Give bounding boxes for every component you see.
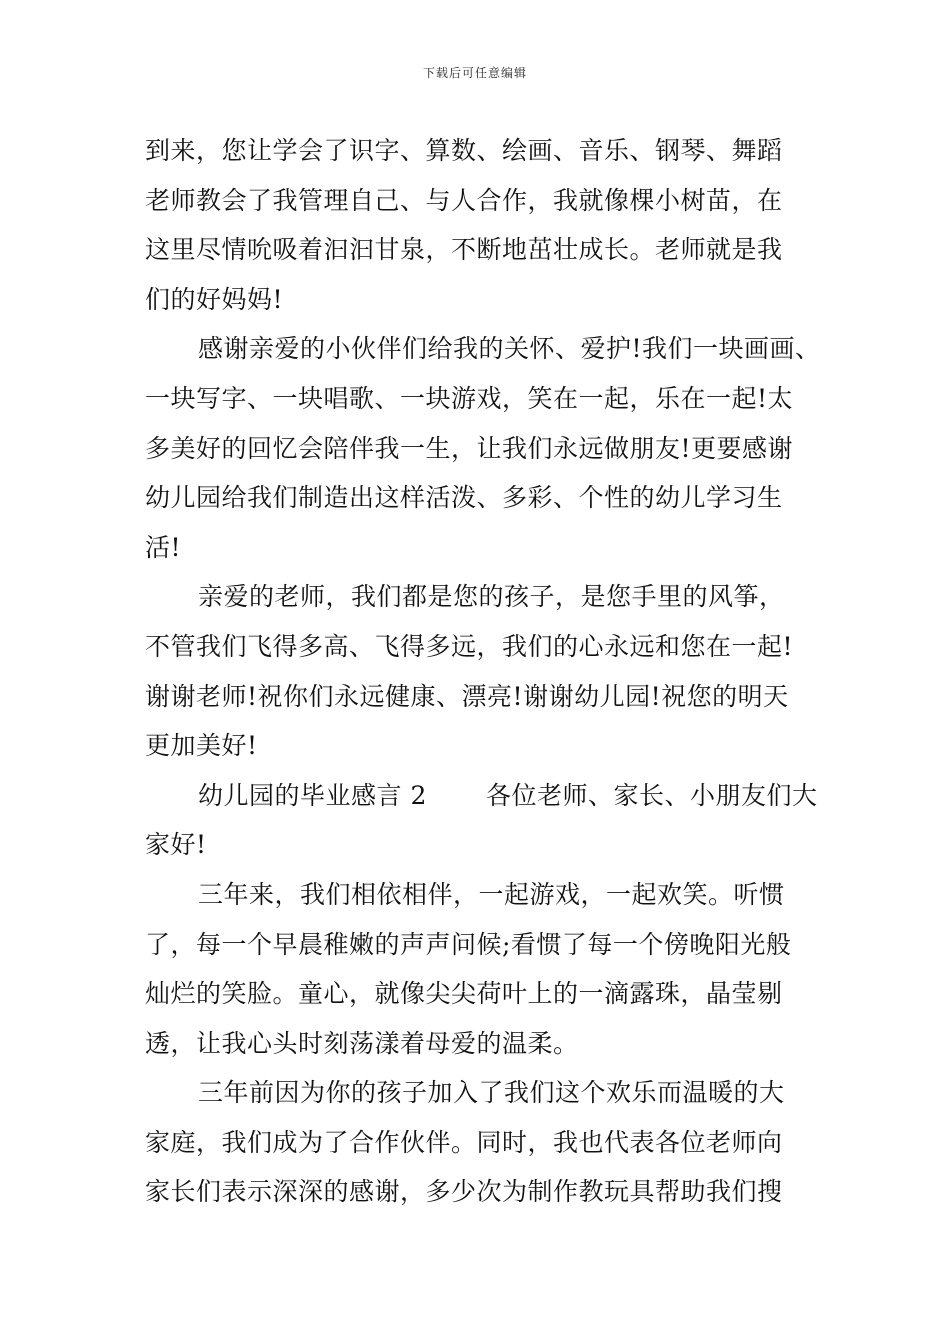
page-header: 下载后可任意编辑 xyxy=(422,66,527,80)
text-line: 幼儿园给我们制造出这样活泼、多彩、个性的幼儿学习生 xyxy=(145,483,783,513)
paragraph-first-line: 亲爱的老师，我们都是您的孩子，是您手里的风筝， xyxy=(198,582,785,612)
text-line: 多美好的回忆会陪伴我一生，让我们永远做朋友!更要感谢 xyxy=(145,433,794,463)
text-line: 家庭，我们成为了合作伙伴。同时，我也代表各位老师向 xyxy=(145,1127,783,1157)
text-line: 不管我们飞得多高、飞得多远，我们的心永远和您在一起! xyxy=(145,631,794,661)
text-line: 老师教会了我管理自己、与人合作，我就像棵小树苗，在 xyxy=(145,185,783,215)
text-line: 活! xyxy=(145,532,182,562)
text-line: 们的好妈妈! xyxy=(145,284,284,314)
text-line: 这里尽情吮吸着汩汩甘泉，不断地茁壮成长。老师就是我 xyxy=(145,235,783,265)
text-line: 了，每一个早晨稚嫩的声声问候;看惯了每一个傍晚阳光般 xyxy=(145,929,792,959)
paragraph-first-line: 三年前因为你的孩子加入了我们这个欢乐而温暖的大 xyxy=(198,1078,785,1108)
text-line: 家好! xyxy=(145,830,207,860)
text-line: 家长们表示深深的感谢，多少次为制作教玩具帮助我们搜 xyxy=(145,1177,783,1207)
text-line: 更加美好! xyxy=(145,731,258,761)
text-line: 透，让我心头时刻荡漾着母爱的温柔。 xyxy=(145,1028,579,1058)
paragraph-first-line: 感谢亲爱的小伙伴们给我的关怀、爱护!我们一块画画、 xyxy=(198,334,821,364)
text-line: 一块写字、一块唱歌、一块游戏，笑在一起，乐在一起!太 xyxy=(145,383,794,413)
document-body xyxy=(145,126,821,1217)
text-line: 谢谢老师!祝你们永远健康、漂亮!谢谢幼儿园!祝您的明天 xyxy=(145,681,789,711)
text-line: 到来，您让学会了识字、算数、绘画、音乐、钢琴、舞蹈 xyxy=(145,136,783,165)
paragraph-first-line: 三年来，我们相依相伴，一起游戏，一起欢笑。听惯 xyxy=(198,879,785,909)
text-line: 灿烂的笑脸。童心，就像尖尖荷叶上的一滴露珠，晶莹剔 xyxy=(145,979,783,1009)
section-title-line: 幼儿园的毕业感言 2 各位老师、家长、小朋友们大 xyxy=(198,780,818,810)
